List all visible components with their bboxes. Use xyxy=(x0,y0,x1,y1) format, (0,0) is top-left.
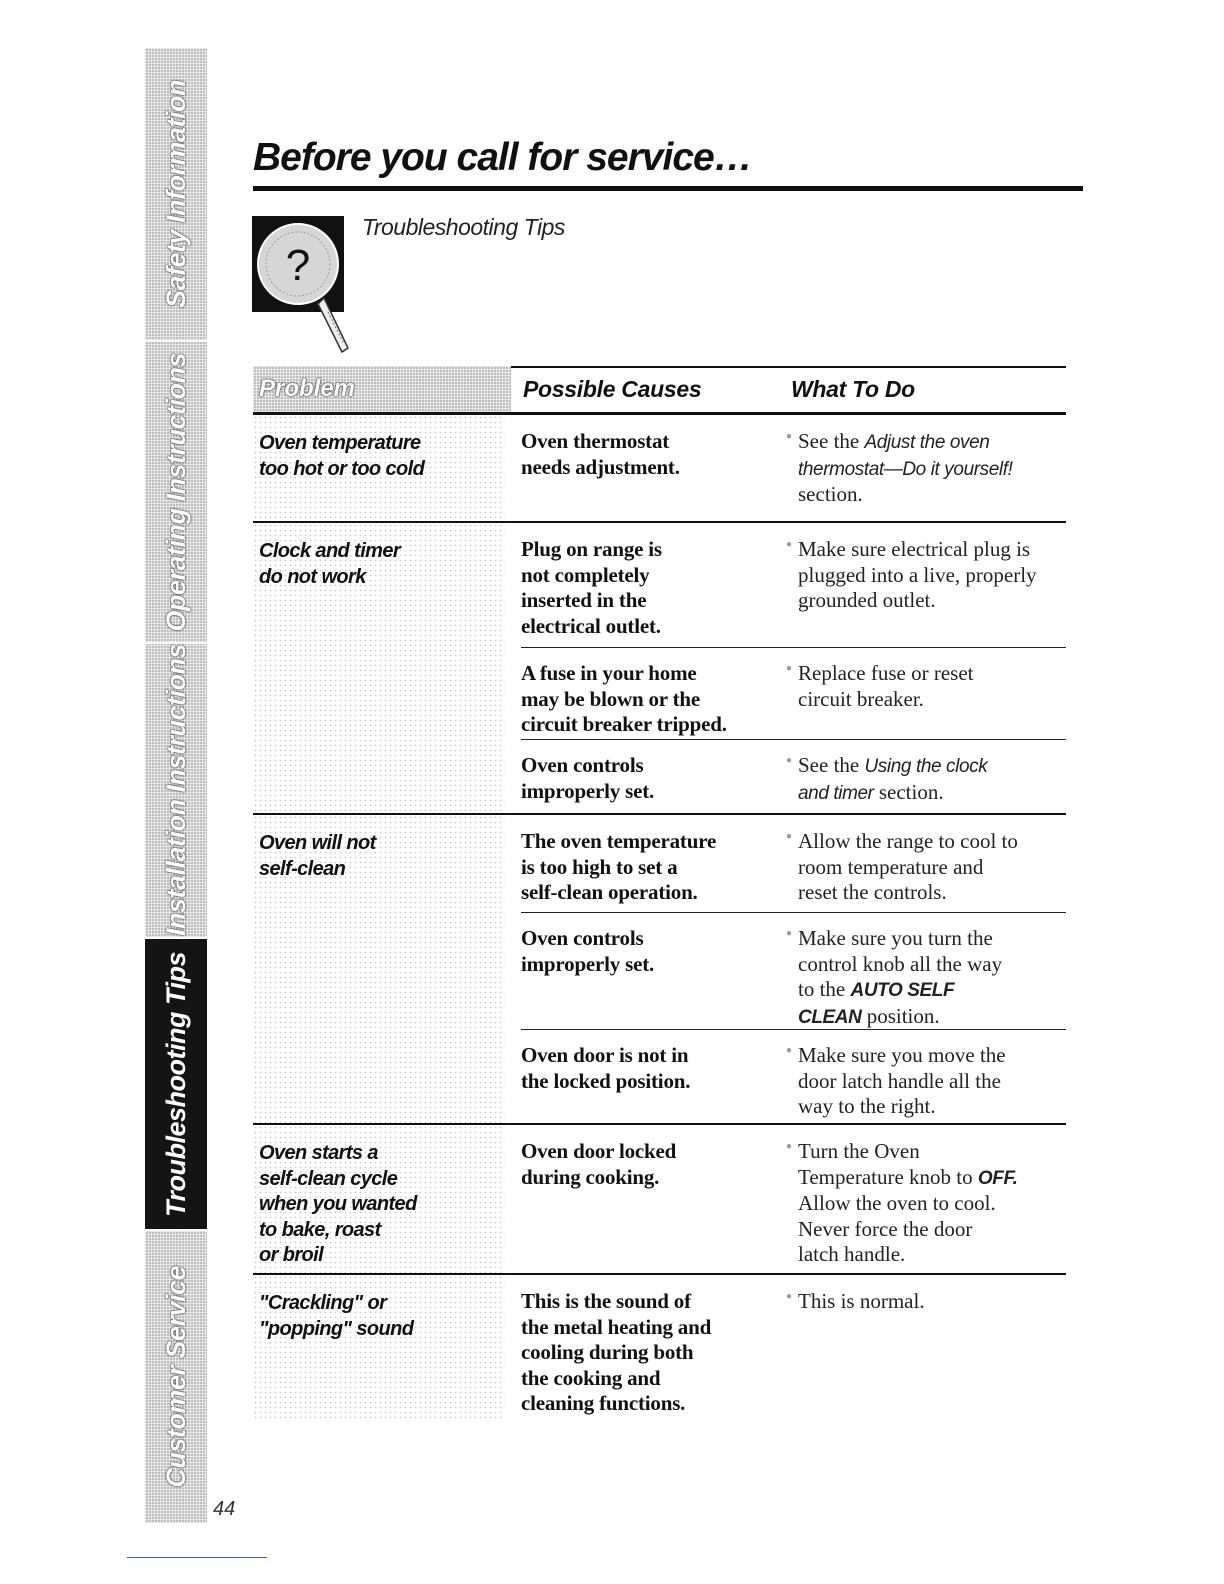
possible-cause: Oven thermostat needs adjustment. xyxy=(521,429,680,479)
what-to-do xyxy=(798,926,1068,1030)
what-to-do xyxy=(798,1043,1068,1120)
table-row xyxy=(521,647,1066,739)
tab-safety-information[interactable] xyxy=(145,48,207,340)
problem-text: Oven will not self-clean xyxy=(259,832,376,880)
what-to-do xyxy=(798,753,1068,806)
todo-text-segment: Allow the range to cool to room temperature and reset the controls. xyxy=(798,829,1018,904)
todo-text-segment: See the xyxy=(798,753,865,777)
header-problem: Problem xyxy=(253,366,511,412)
problem-cell xyxy=(253,815,505,1123)
side-tabs xyxy=(145,48,207,1523)
section-reference: Using the clock and timer xyxy=(798,756,988,804)
problem-text: "Crackling" or "popping" sound xyxy=(259,1292,414,1340)
table-row xyxy=(521,523,1066,647)
what-to-do xyxy=(798,537,1068,614)
bullet-icon: ● xyxy=(786,1045,793,1056)
problem-group xyxy=(253,815,1066,1123)
bullet-icon: ● xyxy=(786,755,793,766)
tab-label: Troubleshooting Tips xyxy=(160,951,191,1217)
todo-text-segment: Turn the Oven Temperature knob to xyxy=(798,1139,973,1189)
control-label: AUTO SELF CLEAN xyxy=(798,980,955,1028)
tab-label: Safety Information xyxy=(160,79,191,309)
possible-cause: Oven controls improperly set. xyxy=(521,926,655,976)
possible-cause: The oven temperature is too high to set a self-clean operation. xyxy=(521,829,717,904)
bullet-icon: ● xyxy=(786,1141,793,1152)
todo-text-segment: This is normal. xyxy=(798,1289,925,1313)
todo-text-segment: Replace fuse or reset circuit breaker. xyxy=(798,661,974,711)
todo-text-segment: position. xyxy=(861,1003,940,1028)
page-title: Before you call for service… xyxy=(253,136,752,179)
what-to-do xyxy=(798,661,1068,712)
table-row xyxy=(521,1125,1066,1273)
possible-cause: Plug on range is not completely inserted in the electrical outlet. xyxy=(521,537,662,638)
question-magnifier-icon xyxy=(252,216,352,356)
possible-cause: Oven door is not in the locked position. xyxy=(521,1043,691,1093)
todo-text-segment: Allow the oven to cool. Never force the door latch handle. xyxy=(798,1191,996,1266)
table-row xyxy=(521,1029,1066,1123)
table-row xyxy=(521,1275,1066,1420)
possible-cause: Oven controls improperly set. xyxy=(521,753,655,803)
header-possible-causes: Possible Causes xyxy=(523,376,702,402)
bullet-icon: ● xyxy=(786,831,793,842)
possible-cause: This is the sound of the metal heating and cooling during both the cooking and cleaning functions. xyxy=(521,1289,712,1415)
table-row xyxy=(521,912,1066,1029)
possible-cause: A fuse in your home may be blown or the circuit breaker tripped. xyxy=(521,661,727,736)
table-header xyxy=(253,366,1066,414)
what-to-do xyxy=(798,429,1068,508)
possible-cause: Oven door locked during cooking. xyxy=(521,1139,677,1189)
problem-group xyxy=(253,1275,1066,1420)
problem-text: Oven temperature too hot or too cold xyxy=(259,432,425,480)
tab-label: Installation Instructions xyxy=(160,644,191,937)
section-label: Troubleshooting Tips xyxy=(362,214,565,240)
problem-group xyxy=(253,523,1066,813)
problem-cell xyxy=(253,415,505,521)
bullet-icon: ● xyxy=(786,928,793,939)
what-to-do xyxy=(798,1139,1068,1268)
todo-text-segment: Make sure you turn the control knob all the way to the xyxy=(798,926,1003,1001)
tab-label: Operating Instructions xyxy=(160,352,191,632)
problem-text: Oven starts a self-clean cycle when you wanted to bake, roast or broil xyxy=(259,1142,417,1266)
problem-group xyxy=(253,1125,1066,1273)
tab-label: Customer Service xyxy=(160,1266,191,1488)
todo-text-segment: section. xyxy=(873,779,944,804)
section-reference: Adjust the oven thermostat—Do it yourself! xyxy=(798,432,1013,480)
title-rule xyxy=(253,186,1083,191)
table-row xyxy=(521,415,1066,521)
problem-cell xyxy=(253,523,505,813)
bullet-icon: ● xyxy=(786,539,793,550)
tab-operating-instructions[interactable] xyxy=(145,342,207,642)
problem-group xyxy=(253,415,1066,521)
tab-installation-instructions[interactable] xyxy=(145,644,207,937)
tab-troubleshooting-tips[interactable] xyxy=(145,939,207,1229)
bottom-link-underline xyxy=(127,1557,267,1558)
header-what-to-do: What To Do xyxy=(791,376,915,402)
problem-text: Clock and timer do not work xyxy=(259,540,401,588)
what-to-do xyxy=(798,1289,1068,1315)
todo-text-segment: Make sure you move the door latch handle all the way to the right. xyxy=(798,1043,1006,1118)
todo-text-segment: Make sure electrical plug is plugged into a live, properly grounded outlet. xyxy=(798,537,1037,612)
bullet-icon: ● xyxy=(786,1291,793,1302)
svg-text:?: ? xyxy=(285,241,311,290)
todo-text-segment: See the xyxy=(798,429,865,453)
what-to-do xyxy=(798,829,1068,906)
table-row xyxy=(521,739,1066,813)
tab-customer-service[interactable] xyxy=(145,1231,207,1523)
problem-cell xyxy=(253,1275,505,1420)
bullet-icon: ● xyxy=(786,663,793,674)
problem-cell xyxy=(253,1125,505,1273)
bullet-icon: ● xyxy=(786,431,793,442)
todo-text-segment: section. xyxy=(798,482,863,506)
page-number: 44 xyxy=(213,1498,236,1520)
control-label: OFF. xyxy=(977,1167,1018,1189)
table-row xyxy=(521,815,1066,912)
